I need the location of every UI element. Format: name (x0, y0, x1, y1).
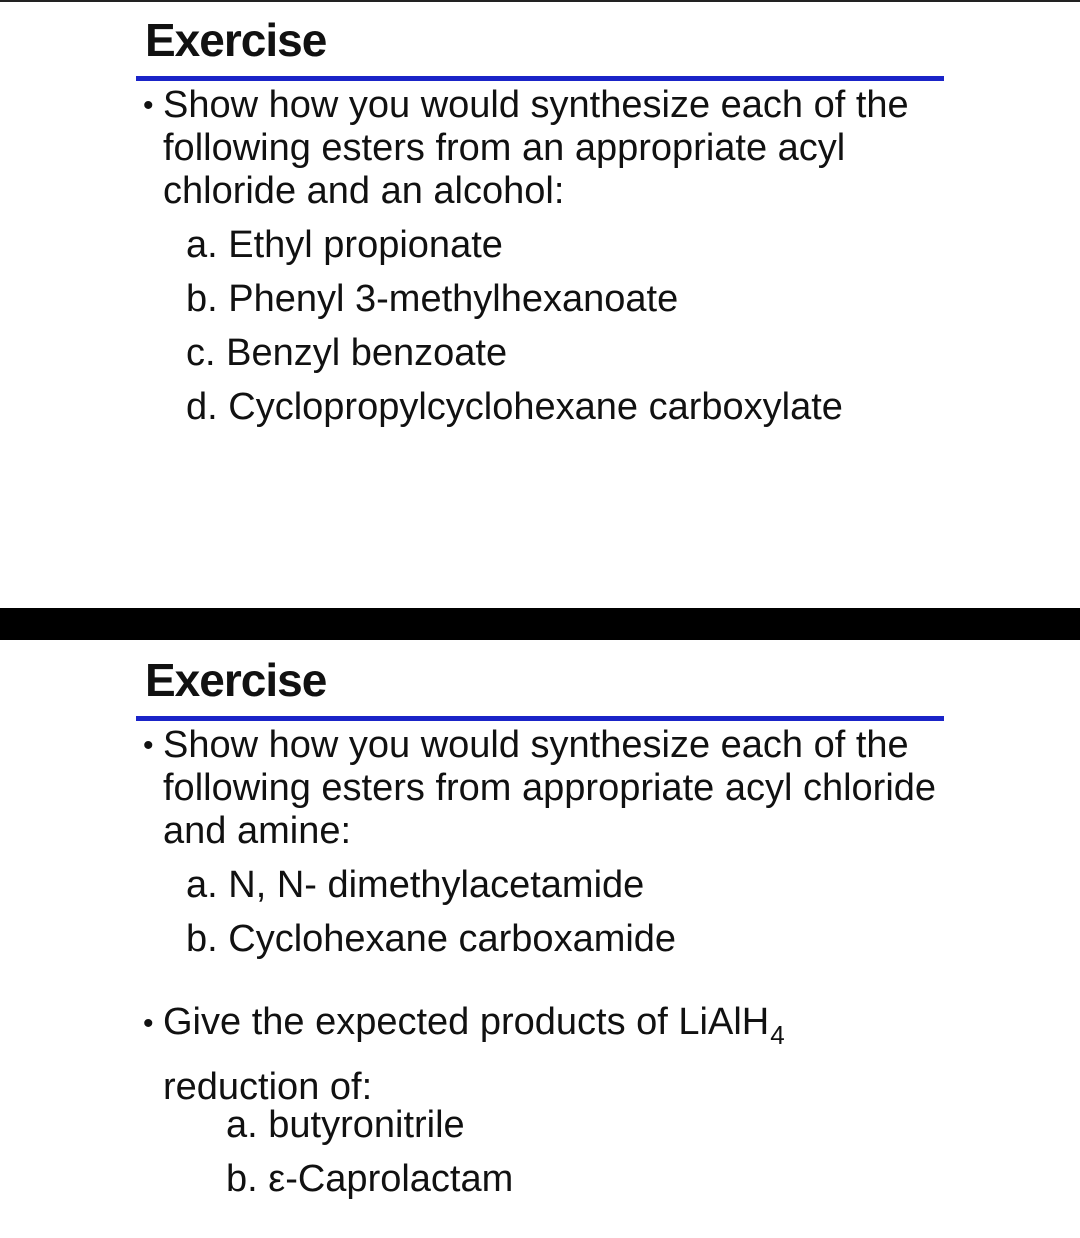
item-label: d. (186, 386, 218, 428)
item-text: Cyclopropylcyclohexane carboxylate (228, 386, 843, 428)
slide-1-prompt-text: Show how you would synthesize each of the following esters from an appropriate acyl chloride and an alcohol: (163, 84, 909, 212)
slide-1-item-c (186, 330, 507, 376)
slide-2-prompt-1-text: Show how you would synthesize each of the following esters from appropriate acyl chloride and amine: (163, 724, 937, 852)
item-label: b. (226, 1158, 258, 1200)
slide-2-item2-b (226, 1156, 513, 1202)
item-label: b. (186, 278, 218, 320)
item-label: b. (186, 918, 218, 960)
bullet-icon: • (143, 89, 154, 122)
item-label: a. (226, 1104, 258, 1146)
item-text: Cyclohexane carboxamide (228, 918, 677, 960)
slide-1-title-rule (136, 76, 944, 81)
slide-2-title: Exercise (145, 654, 327, 706)
item-text: Phenyl 3-methylhexanoate (228, 278, 679, 320)
slide-2-prompt-2-tail: reduction of: (163, 1066, 373, 1108)
slide-1-title: Exercise (145, 14, 327, 66)
item-label: a. (186, 864, 218, 906)
item-text: Ethyl propionate (228, 224, 503, 266)
slide-1-prompt (143, 84, 953, 213)
subscript-4: 4 (770, 1020, 785, 1050)
bullet-icon: • (143, 729, 154, 762)
item-label: c. (186, 332, 216, 374)
item-text: N, N- dimethylacetamide (228, 864, 645, 906)
bullet-icon: • (143, 1007, 154, 1040)
slide-1-item-a (186, 222, 503, 268)
slide-2-item2-a (226, 1102, 465, 1148)
slide-2-item-a (186, 862, 644, 908)
slide-2-prompt-2-main: Give the expected products of LiAlH (163, 1001, 770, 1043)
item-text: Benzyl benzoate (226, 332, 508, 374)
item-text: ε-Caprolactam (268, 1158, 514, 1200)
slide-divider-band (0, 608, 1080, 640)
slide-2-title-rule (136, 716, 944, 721)
slide-2-item-b (186, 916, 676, 962)
slide-2-prompt-2 (143, 996, 953, 1113)
slide-2-prompt-1 (143, 724, 953, 853)
slide-1-item-d (186, 384, 843, 430)
slide-2 (0, 640, 1080, 1238)
item-label: a. (186, 224, 218, 266)
slide-1-item-b (186, 276, 678, 322)
slide-1 (0, 0, 1080, 608)
item-text: butyronitrile (268, 1104, 465, 1146)
